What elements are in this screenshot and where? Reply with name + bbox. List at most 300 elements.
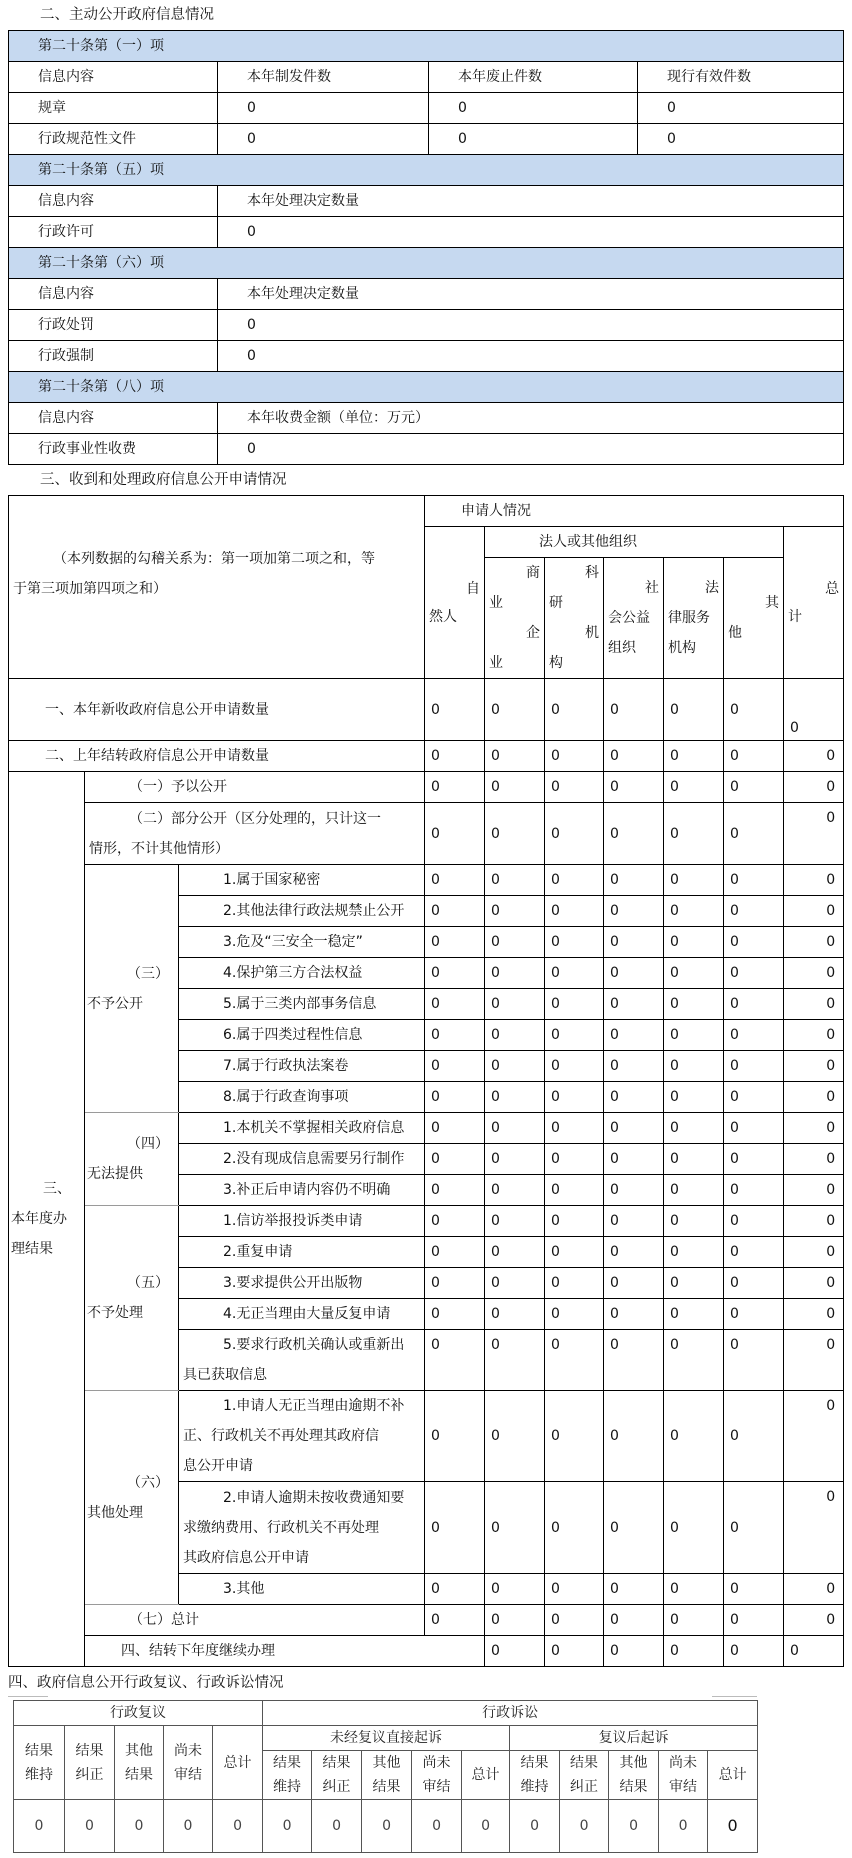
corner-note-line1: （本列数据的勾稽关系为：第一项加第二项之和，等 bbox=[53, 551, 375, 567]
value-cell: 0 bbox=[545, 803, 604, 865]
total-cell: 0 bbox=[784, 1113, 844, 1144]
group-header-row bbox=[9, 31, 844, 62]
value-cell: 0 bbox=[425, 1299, 485, 1330]
after-review-header: 复议后起诉 bbox=[510, 1726, 758, 1751]
row-label: 行政处罚 bbox=[9, 310, 218, 341]
value-cell: 0 bbox=[664, 803, 724, 865]
value-cell: 0 bbox=[213, 1800, 263, 1853]
value-cell: 0 bbox=[218, 93, 429, 124]
value-cell: 0 bbox=[664, 1020, 724, 1051]
header-cell: 本年收费金额（单位：万元） bbox=[218, 403, 844, 434]
value-cell: 0 bbox=[664, 1482, 724, 1574]
col-other-result: 其他 结果 bbox=[609, 1751, 659, 1800]
value-cell: 0 bbox=[724, 1268, 784, 1299]
row-label: 1.信访举报投诉类申请 bbox=[179, 1206, 425, 1237]
value-cell: 0 bbox=[485, 927, 545, 958]
row-label: 行政强制 bbox=[9, 341, 218, 372]
value-cell: 0 bbox=[604, 1605, 664, 1636]
table-row bbox=[9, 1391, 844, 1482]
group-header-row bbox=[9, 248, 844, 279]
value-cell: 0 bbox=[724, 865, 784, 896]
value-cell: 0 bbox=[784, 1636, 844, 1667]
value-cell: 0 bbox=[664, 989, 724, 1020]
col-pending: 尚未 审结 bbox=[412, 1751, 462, 1800]
value-cell: 0 bbox=[510, 1800, 560, 1853]
col-result-upheld: 结果 维持 bbox=[263, 1751, 312, 1800]
value-cell: 0 bbox=[425, 1482, 485, 1574]
total-cell: 0 bbox=[784, 1299, 844, 1330]
value-cell: 0 bbox=[545, 1330, 604, 1391]
col-result-upheld: 结果 维持 bbox=[510, 1751, 560, 1800]
row-label: 4.无正当理由大量反复申请 bbox=[179, 1299, 425, 1330]
value-cell: 0 bbox=[485, 1020, 545, 1051]
direct-suit-header: 未经复议直接起诉 bbox=[263, 1726, 510, 1751]
table-row bbox=[9, 803, 844, 865]
value-cell: 0 bbox=[664, 741, 724, 772]
col-result-corrected: 结果 纠正 bbox=[312, 1751, 362, 1800]
value-cell: 0 bbox=[604, 1636, 664, 1667]
value-cell: 0 bbox=[638, 124, 844, 155]
value-cell: 0 bbox=[604, 1482, 664, 1574]
value-cell: 0 bbox=[412, 1800, 462, 1853]
value-cell: 0 bbox=[485, 1330, 545, 1391]
group-title: 第二十条第（六）项 bbox=[9, 248, 844, 279]
section3-heading: 三、收到和处理政府信息公开申请情况 bbox=[40, 472, 287, 488]
value-cell: 0 bbox=[724, 1020, 784, 1051]
value-cell: 0 bbox=[724, 927, 784, 958]
value-cell: 0 bbox=[664, 1636, 724, 1667]
row-label: 8.属于行政查询事项 bbox=[179, 1082, 425, 1113]
col-other-result: 其他 结果 bbox=[362, 1751, 412, 1800]
value-cell: 0 bbox=[425, 1268, 485, 1299]
value-cell: 0 bbox=[545, 1605, 604, 1636]
value-cell: 0 bbox=[545, 989, 604, 1020]
value-cell: 0 bbox=[429, 124, 638, 155]
review-header: 行政复议 bbox=[14, 1701, 263, 1726]
value-cell: 0 bbox=[664, 1144, 724, 1175]
value-cell: 0 bbox=[312, 1800, 362, 1853]
value-cell: 0 bbox=[604, 989, 664, 1020]
value-cell: 0 bbox=[545, 1482, 604, 1574]
value-cell: 0 bbox=[604, 1144, 664, 1175]
row-label: 2.其他法律行政法规禁止公开 bbox=[179, 896, 425, 927]
table-row bbox=[9, 772, 844, 803]
value-cell: 0 bbox=[263, 1800, 312, 1853]
total-cell: 0 bbox=[784, 1144, 844, 1175]
header-row bbox=[14, 1701, 758, 1726]
header-row bbox=[14, 1726, 758, 1751]
value-cell: 0 bbox=[485, 803, 545, 865]
row-label: 4.保护第三方合法权益 bbox=[179, 958, 425, 989]
value-cell: 0 bbox=[664, 772, 724, 803]
value-cell: 0 bbox=[425, 1175, 485, 1206]
total-cell: 0 bbox=[784, 1482, 844, 1574]
value-cell: 0 bbox=[485, 1237, 545, 1268]
value-cell: 0 bbox=[545, 741, 604, 772]
total-cell: 0 bbox=[784, 1020, 844, 1051]
value-cell: 0 bbox=[425, 865, 485, 896]
value-cell: 0 bbox=[560, 1800, 609, 1853]
header-cell: 信息内容 bbox=[9, 62, 218, 93]
total-cell: 0 bbox=[784, 772, 844, 803]
value-cell: 0 bbox=[462, 1800, 510, 1853]
row-label: （二）部分公开（区分处理的，只计这一 情形，不计其他情形） bbox=[85, 803, 425, 865]
header-cell: 信息内容 bbox=[9, 403, 218, 434]
value-cell: 0 bbox=[65, 1800, 115, 1853]
value-cell: 0 bbox=[164, 1800, 213, 1853]
value-cell: 0 bbox=[604, 1020, 664, 1051]
value-cell: 0 bbox=[425, 1144, 485, 1175]
table-row bbox=[9, 434, 844, 465]
total-cell: 0 bbox=[784, 989, 844, 1020]
value-cell: 0 bbox=[604, 1206, 664, 1237]
value-cell: 0 bbox=[485, 896, 545, 927]
value-cell: 0 bbox=[425, 741, 485, 772]
header-cell: 本年处理决定数量 bbox=[218, 186, 844, 217]
review-litigation-table bbox=[13, 1700, 758, 1853]
value-cell: 0 bbox=[545, 1175, 604, 1206]
total-cell: 0 bbox=[784, 865, 844, 896]
col-other-result: 其他 结果 bbox=[115, 1726, 164, 1800]
value-cell: 0 bbox=[545, 1636, 604, 1667]
applicant-header: 申请人情况 bbox=[425, 496, 844, 527]
value-cell: 0 bbox=[724, 1299, 784, 1330]
value-cell: 0 bbox=[545, 772, 604, 803]
value-cell: 0 bbox=[664, 1113, 724, 1144]
subgroup-label: （四） 无法提供 bbox=[85, 1113, 179, 1206]
value-cell: 0 bbox=[604, 865, 664, 896]
value-cell: 0 bbox=[604, 772, 664, 803]
group-title: 第二十条第（五）项 bbox=[9, 155, 844, 186]
total-cell: 0 bbox=[784, 1082, 844, 1113]
value-cell: 0 bbox=[485, 1299, 545, 1330]
value-cell: 0 bbox=[664, 958, 724, 989]
row-label: 3.补正后申请内容仍不明确 bbox=[179, 1175, 425, 1206]
value-cell: 0 bbox=[218, 434, 844, 465]
value-cell: 0 bbox=[604, 679, 664, 741]
table-row bbox=[9, 1113, 844, 1144]
data-row bbox=[14, 1800, 758, 1853]
subgroup-label: （六） 其他处理 bbox=[85, 1391, 179, 1605]
value-cell: 0 bbox=[659, 1800, 708, 1853]
value-cell: 0 bbox=[604, 1574, 664, 1605]
row-label: 3.要求提供公开出版物 bbox=[179, 1268, 425, 1299]
value-cell: 0 bbox=[425, 1574, 485, 1605]
col-total: 总计 bbox=[462, 1751, 510, 1800]
row-label: 2.重复申请 bbox=[179, 1237, 425, 1268]
value-cell: 0 bbox=[485, 865, 545, 896]
value-cell: 0 bbox=[724, 1605, 784, 1636]
col-natural-person: 自 然人 bbox=[425, 527, 485, 679]
value-cell: 0 bbox=[664, 1299, 724, 1330]
value-cell: 0 bbox=[664, 1268, 724, 1299]
row-label: 5.属于三类内部事务信息 bbox=[179, 989, 425, 1020]
value-cell: 0 bbox=[485, 1175, 545, 1206]
value-cell: 0 bbox=[115, 1800, 164, 1853]
col-commercial: 商 业 企 业 bbox=[485, 558, 545, 679]
value-cell: 0 bbox=[485, 1268, 545, 1299]
row-label: 行政许可 bbox=[9, 217, 218, 248]
value-cell: 0 bbox=[485, 772, 545, 803]
value-cell: 0 bbox=[664, 927, 724, 958]
value-cell: 0 bbox=[545, 1051, 604, 1082]
value-cell: 0 bbox=[604, 1268, 664, 1299]
value-cell: 0 bbox=[485, 989, 545, 1020]
value-cell: 0 bbox=[425, 679, 485, 741]
row-label: 2.申请人逾期未按收费通知要 求缴纳费用、行政机关不再处理 其政府信息公开申请 bbox=[179, 1482, 425, 1574]
table-row bbox=[9, 1206, 844, 1237]
value-cell: 0 bbox=[604, 1175, 664, 1206]
col-pending: 尚未 审结 bbox=[659, 1751, 708, 1800]
value-cell: 0 bbox=[545, 1574, 604, 1605]
col-total: 总计 bbox=[708, 1751, 758, 1800]
header-cell: 本年制发件数 bbox=[218, 62, 429, 93]
value-cell: 0 bbox=[724, 1237, 784, 1268]
header-cell: 现行有效件数 bbox=[638, 62, 844, 93]
total-cell: 0 bbox=[784, 1391, 844, 1482]
row-label: 1.本机关不掌握相关政府信息 bbox=[179, 1113, 425, 1144]
table-row bbox=[9, 679, 844, 741]
value-cell: 0 bbox=[724, 1175, 784, 1206]
value-cell: 0 bbox=[545, 865, 604, 896]
subgroup-label: （三） 不予公开 bbox=[85, 865, 179, 1113]
value-cell: 0 bbox=[724, 679, 784, 741]
total-cell: 0 bbox=[784, 803, 844, 865]
group-header-row bbox=[9, 372, 844, 403]
value-cell: 0 bbox=[664, 1175, 724, 1206]
col-legal-service: 法 律服务 机构 bbox=[664, 558, 724, 679]
value-cell: 0 bbox=[218, 124, 429, 155]
value-cell: 0 bbox=[609, 1800, 659, 1853]
value-cell: 0 bbox=[485, 1574, 545, 1605]
value-cell: 0 bbox=[545, 1391, 604, 1482]
value-cell: 0 bbox=[724, 741, 784, 772]
value-cell: 0 bbox=[425, 1330, 485, 1391]
row-label: 规章 bbox=[9, 93, 218, 124]
row-label: 3.其他 bbox=[179, 1574, 425, 1605]
header-cell: 信息内容 bbox=[9, 186, 218, 217]
application-handling-table bbox=[8, 495, 844, 1667]
value-cell: 0 bbox=[724, 772, 784, 803]
value-cell: 0 bbox=[724, 896, 784, 927]
col-result-upheld: 结果 维持 bbox=[14, 1726, 65, 1800]
row-label: 3.危及“三安全一稳定” bbox=[179, 927, 425, 958]
header-cell: 本年废止件数 bbox=[429, 62, 638, 93]
value-cell: 0 bbox=[545, 1237, 604, 1268]
value-cell: 0 bbox=[724, 958, 784, 989]
header-row bbox=[9, 496, 844, 527]
value-cell: 0 bbox=[724, 1051, 784, 1082]
value-cell: 0 bbox=[664, 1051, 724, 1082]
value-cell: 0 bbox=[604, 1051, 664, 1082]
col-research: 科 研 机 构 bbox=[545, 558, 604, 679]
value-cell: 0 bbox=[362, 1800, 412, 1853]
legal-entity-header: 法人或其他组织 bbox=[485, 527, 784, 558]
col-total: 总计 bbox=[213, 1726, 263, 1800]
column-header-row bbox=[9, 403, 844, 434]
total-cell: 0 bbox=[784, 679, 844, 741]
column-header-row bbox=[9, 279, 844, 310]
value-cell: 0 bbox=[664, 679, 724, 741]
total-cell: 0 bbox=[784, 927, 844, 958]
value-cell: 0 bbox=[218, 310, 844, 341]
value-cell: 0 bbox=[664, 1605, 724, 1636]
table-row bbox=[9, 341, 844, 372]
table-row bbox=[9, 741, 844, 772]
value-cell: 0 bbox=[664, 1330, 724, 1391]
value-cell: 0 bbox=[604, 1237, 664, 1268]
total-cell: 0 bbox=[784, 1051, 844, 1082]
header-cell: 信息内容 bbox=[9, 279, 218, 310]
value-cell: 0 bbox=[638, 93, 844, 124]
value-cell: 0 bbox=[604, 958, 664, 989]
value-cell: 0 bbox=[724, 1206, 784, 1237]
header-cell: 本年处理决定数量 bbox=[218, 279, 844, 310]
proactive-disclosure-table bbox=[8, 30, 844, 465]
value-cell: 0 bbox=[218, 341, 844, 372]
value-cell: 0 bbox=[485, 958, 545, 989]
total-cell: 0 bbox=[784, 1605, 844, 1636]
value-cell: 0 bbox=[425, 1206, 485, 1237]
table-row bbox=[9, 217, 844, 248]
col-other: 其 他 bbox=[724, 558, 784, 679]
value-cell: 0 bbox=[724, 1482, 784, 1574]
value-cell: 0 bbox=[604, 741, 664, 772]
value-cell: 0 bbox=[604, 1391, 664, 1482]
value-cell: 0 bbox=[604, 803, 664, 865]
value-cell: 0 bbox=[485, 1391, 545, 1482]
value-cell: 0 bbox=[425, 803, 485, 865]
total-cell: 0 bbox=[784, 1206, 844, 1237]
value-cell: 0 bbox=[724, 1636, 784, 1667]
value-cell: 0 bbox=[425, 772, 485, 803]
total-cell: 0 bbox=[784, 1268, 844, 1299]
col-pending: 尚未 审结 bbox=[164, 1726, 213, 1800]
group-header-row bbox=[9, 155, 844, 186]
value-cell: 0 bbox=[664, 1082, 724, 1113]
total-cell: 0 bbox=[784, 741, 844, 772]
value-cell: 0 bbox=[425, 896, 485, 927]
col-public-welfare: 社 会公益 组织 bbox=[604, 558, 664, 679]
value-cell: 0 bbox=[604, 896, 664, 927]
litigation-header: 行政诉讼 bbox=[263, 1701, 758, 1726]
value-cell: 0 bbox=[425, 927, 485, 958]
value-cell: 0 bbox=[545, 1144, 604, 1175]
value-cell: 0 bbox=[724, 1113, 784, 1144]
value-cell: 0 bbox=[724, 1144, 784, 1175]
row-label: 1.属于国家秘密 bbox=[179, 865, 425, 896]
section4-heading: 四、政府信息公开行政复议、行政诉讼情况 bbox=[8, 1675, 284, 1691]
value-cell: 0 bbox=[664, 1391, 724, 1482]
value-cell: 0 bbox=[485, 1144, 545, 1175]
value-cell: 0 bbox=[425, 958, 485, 989]
table-row bbox=[9, 1605, 844, 1636]
row-label: （一）予以公开 bbox=[85, 772, 425, 803]
value-cell: 0 bbox=[545, 1113, 604, 1144]
value-cell: 0 bbox=[485, 1206, 545, 1237]
table-row bbox=[9, 93, 844, 124]
value-cell: 0 bbox=[545, 1268, 604, 1299]
col-total: 总 计 bbox=[784, 527, 844, 679]
value-cell: 0 bbox=[425, 1020, 485, 1051]
group-title: 第二十条第（一）项 bbox=[9, 31, 844, 62]
value-cell: 0 bbox=[664, 1206, 724, 1237]
value-cell: 0 bbox=[425, 1605, 485, 1636]
table-row bbox=[9, 1636, 844, 1667]
row-label: 行政规范性文件 bbox=[9, 124, 218, 155]
value-cell: 0 bbox=[485, 1482, 545, 1574]
value-cell: 0 bbox=[14, 1800, 65, 1853]
value-cell: 0 bbox=[724, 989, 784, 1020]
total-cell: 0 bbox=[784, 1237, 844, 1268]
value-cell: 0 bbox=[485, 1605, 545, 1636]
value-cell: 0 bbox=[545, 927, 604, 958]
value-cell: 0 bbox=[724, 1330, 784, 1391]
group-title: 第二十条第（八）项 bbox=[9, 372, 844, 403]
value-cell: 0 bbox=[425, 1051, 485, 1082]
value-cell: 0 bbox=[664, 896, 724, 927]
row-label: 2.没有现成信息需要另行制作 bbox=[179, 1144, 425, 1175]
value-cell: 0 bbox=[545, 1082, 604, 1113]
table-row bbox=[9, 310, 844, 341]
row-label: 7.属于行政执法案卷 bbox=[179, 1051, 425, 1082]
total-cell: 0 bbox=[784, 1574, 844, 1605]
value-cell: 0 bbox=[664, 1574, 724, 1605]
value-cell: 0 bbox=[708, 1800, 758, 1853]
value-cell: 0 bbox=[545, 896, 604, 927]
value-cell: 0 bbox=[425, 1082, 485, 1113]
value-cell: 0 bbox=[485, 1082, 545, 1113]
value-cell: 0 bbox=[485, 1636, 545, 1667]
value-cell: 0 bbox=[545, 958, 604, 989]
value-cell: 0 bbox=[425, 1113, 485, 1144]
row-label: 行政事业性收费 bbox=[9, 434, 218, 465]
table-anchor-mark bbox=[712, 1696, 757, 1697]
col-result-corrected: 结果 纠正 bbox=[65, 1726, 115, 1800]
value-cell: 0 bbox=[425, 1391, 485, 1482]
row-label: 二、上年结转政府信息公开申请数量 bbox=[9, 741, 425, 772]
column-header-row bbox=[9, 62, 844, 93]
total-cell: 0 bbox=[784, 958, 844, 989]
total-cell: 0 bbox=[784, 1175, 844, 1206]
value-cell: 0 bbox=[545, 679, 604, 741]
total-cell: 0 bbox=[784, 896, 844, 927]
row-label: 一、本年新收政府信息公开申请数量 bbox=[9, 679, 425, 741]
value-cell: 0 bbox=[485, 1113, 545, 1144]
row-label: （七）总计 bbox=[85, 1605, 425, 1636]
total-cell: 0 bbox=[784, 1330, 844, 1391]
value-cell: 0 bbox=[724, 1391, 784, 1482]
value-cell: 0 bbox=[425, 1237, 485, 1268]
value-cell: 0 bbox=[485, 679, 545, 741]
value-cell: 0 bbox=[485, 741, 545, 772]
value-cell: 0 bbox=[218, 217, 844, 248]
col-result-corrected: 结果 纠正 bbox=[560, 1751, 609, 1800]
value-cell: 0 bbox=[724, 1082, 784, 1113]
table-row bbox=[9, 124, 844, 155]
result-group-label: 三、 本年度办 理结果 bbox=[9, 772, 85, 1667]
value-cell: 0 bbox=[545, 1020, 604, 1051]
corner-note-line2: 于第三项加第四项之和） bbox=[13, 581, 167, 597]
value-cell: 0 bbox=[604, 1113, 664, 1144]
value-cell: 0 bbox=[664, 1237, 724, 1268]
row-label: 6.属于四类过程性信息 bbox=[179, 1020, 425, 1051]
row-label: 1.申请人无正当理由逾期不补 正、行政机关不再处理其政府信 息公开申请 bbox=[179, 1391, 425, 1482]
value-cell: 0 bbox=[429, 93, 638, 124]
value-cell: 0 bbox=[545, 1206, 604, 1237]
subgroup-label: （五） 不予处理 bbox=[85, 1206, 179, 1391]
value-cell: 0 bbox=[724, 1574, 784, 1605]
